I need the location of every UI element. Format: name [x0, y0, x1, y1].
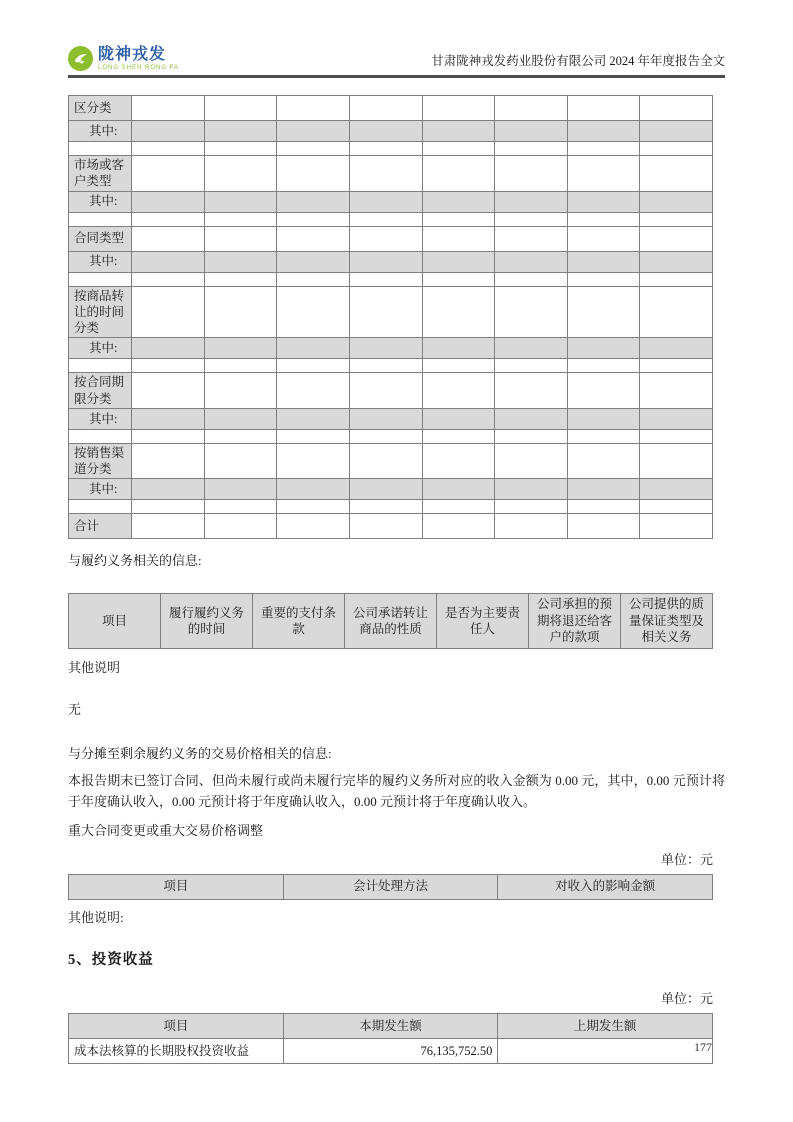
data-cell	[204, 142, 277, 156]
data-cell	[277, 514, 350, 539]
data-cell	[640, 500, 713, 514]
data-cell	[567, 142, 640, 156]
data-cell	[349, 121, 422, 142]
data-cell	[640, 142, 713, 156]
obligation-header-cell: 公司承担的预期将退还给客户的款项	[529, 593, 621, 648]
unit-label-1: 单位：元	[660, 851, 713, 867]
classification-row	[69, 142, 713, 156]
data-cell	[132, 156, 205, 192]
investment-prior-amount-cell	[498, 1039, 713, 1064]
data-cell	[132, 359, 205, 373]
data-cell	[495, 286, 568, 338]
data-cell	[277, 191, 350, 212]
data-cell	[422, 479, 495, 500]
classification-row	[69, 191, 713, 212]
adjustment-header-cell: 会计处理方法	[283, 874, 498, 899]
data-cell	[422, 514, 495, 539]
logo-bird-glyph	[72, 50, 89, 67]
adjustment-header-cell: 对收入的影响金额	[498, 874, 713, 899]
data-cell	[349, 251, 422, 272]
adjustment-header-cell: 项目	[69, 874, 284, 899]
row-label	[69, 500, 132, 514]
investment-header-cell: 项目	[69, 1014, 284, 1039]
data-cell	[567, 226, 640, 251]
data-cell	[204, 191, 277, 212]
data-cell	[132, 121, 205, 142]
data-cell	[204, 514, 277, 539]
data-cell	[640, 121, 713, 142]
adjustment-table-header-row	[69, 874, 713, 899]
obligation-header-cell: 重要的支付条款	[253, 593, 345, 648]
company-logo	[68, 46, 179, 71]
data-cell	[422, 142, 495, 156]
classification-row	[69, 156, 713, 192]
data-cell	[349, 514, 422, 539]
page-header	[0, 0, 793, 71]
investment-header-cell: 本期发生额	[283, 1014, 498, 1039]
data-cell	[204, 373, 277, 409]
logo-bird-icon	[68, 46, 93, 71]
data-cell	[277, 96, 350, 121]
data-cell	[422, 286, 495, 338]
data-cell	[567, 96, 640, 121]
other-note-label: 其他说明	[68, 659, 121, 675]
data-cell	[422, 359, 495, 373]
data-cell	[422, 429, 495, 443]
data-cell	[349, 338, 422, 359]
obligation-header-cell: 是否为主要责任人	[437, 593, 529, 648]
classification-table	[68, 95, 713, 539]
data-cell	[567, 408, 640, 429]
data-cell	[422, 500, 495, 514]
data-cell	[567, 500, 640, 514]
logo-cn-text: 陇神戎发	[98, 45, 167, 63]
data-cell	[640, 212, 713, 226]
data-cell	[640, 373, 713, 409]
data-cell	[132, 226, 205, 251]
classification-row	[69, 226, 713, 251]
data-cell	[132, 272, 205, 286]
data-cell	[640, 443, 713, 479]
row-label: 其中:	[69, 479, 132, 500]
classification-row	[69, 443, 713, 479]
data-cell	[495, 272, 568, 286]
row-label: 按合同期限分类	[69, 373, 132, 409]
data-cell	[567, 338, 640, 359]
data-cell	[495, 156, 568, 192]
obligation-header-cell: 项目	[69, 593, 161, 648]
data-cell	[422, 191, 495, 212]
data-cell	[567, 443, 640, 479]
data-cell	[422, 408, 495, 429]
data-cell	[132, 500, 205, 514]
classification-row	[69, 408, 713, 429]
document-title: 甘肃陇神戎发药业股份有限公司 2024 年年度报告全文	[431, 54, 725, 68]
data-cell	[495, 514, 568, 539]
page-content	[68, 95, 725, 1064]
data-cell	[495, 443, 568, 479]
data-cell	[495, 121, 568, 142]
data-cell	[132, 373, 205, 409]
data-cell	[349, 272, 422, 286]
data-cell	[132, 96, 205, 121]
data-cell	[349, 156, 422, 192]
remaining-price-paragraph: 本报告期末已签订合同、但尚未履行或尚未履行完毕的履约义务所对应的收入金额为 0.00 元，其中，0.00 元预计将于年度确认收入，0.00 元预计将于年度确认收入，0.00 元预计将于年度确认收入。	[68, 773, 725, 810]
classification-row	[69, 373, 713, 409]
row-label: 合计	[69, 514, 132, 539]
data-cell	[132, 338, 205, 359]
data-cell	[132, 286, 205, 338]
data-cell	[567, 121, 640, 142]
data-cell	[204, 286, 277, 338]
data-cell	[132, 251, 205, 272]
data-cell	[132, 429, 205, 443]
row-label: 按商品转让的时间分类	[69, 286, 132, 338]
data-cell	[277, 500, 350, 514]
data-cell	[204, 226, 277, 251]
data-cell	[640, 514, 713, 539]
data-cell	[132, 408, 205, 429]
data-cell	[495, 226, 568, 251]
row-label: 其中:	[69, 338, 132, 359]
data-cell	[349, 443, 422, 479]
data-cell	[204, 212, 277, 226]
data-cell	[277, 142, 350, 156]
data-cell	[422, 373, 495, 409]
investment-table	[68, 1013, 713, 1064]
data-cell	[640, 408, 713, 429]
data-cell	[277, 251, 350, 272]
data-cell	[204, 429, 277, 443]
data-cell	[277, 121, 350, 142]
data-cell	[277, 338, 350, 359]
other-note-label-2: 其他说明:	[68, 909, 124, 925]
data-cell	[277, 272, 350, 286]
classification-row	[69, 251, 713, 272]
row-label: 市场或客户类型	[69, 156, 132, 192]
data-cell	[277, 479, 350, 500]
row-label: 其中:	[69, 251, 132, 272]
classification-row	[69, 359, 713, 373]
data-cell	[277, 359, 350, 373]
data-cell	[349, 500, 422, 514]
classification-row	[69, 500, 713, 514]
obligation-table	[68, 593, 713, 649]
adjustment-table	[68, 874, 713, 900]
data-cell	[640, 191, 713, 212]
data-cell	[204, 479, 277, 500]
data-cell	[422, 156, 495, 192]
data-cell	[277, 429, 350, 443]
data-cell	[567, 251, 640, 272]
logo-text-block	[98, 47, 179, 71]
data-cell	[495, 212, 568, 226]
data-cell	[640, 226, 713, 251]
data-cell	[495, 500, 568, 514]
row-label	[69, 142, 132, 156]
obligation-header-cell: 公司提供的质量保证类型及相关义务	[621, 593, 713, 648]
data-cell	[495, 479, 568, 500]
data-cell	[204, 500, 277, 514]
data-cell	[422, 443, 495, 479]
obligation-info-title: 与履约义务相关的信息:	[68, 553, 202, 569]
data-cell	[204, 96, 277, 121]
data-cell	[640, 429, 713, 443]
data-cell	[422, 272, 495, 286]
data-cell	[349, 96, 422, 121]
logo-en-text: LONG SHEN RONG FA	[98, 64, 180, 71]
classification-row	[69, 479, 713, 500]
investment-table-data-row	[69, 1039, 713, 1064]
obligation-table-header-row	[69, 593, 713, 648]
data-cell	[422, 226, 495, 251]
data-cell	[349, 142, 422, 156]
classification-row	[69, 338, 713, 359]
row-label	[69, 429, 132, 443]
classification-row	[69, 96, 713, 121]
data-cell	[495, 408, 568, 429]
row-label	[69, 272, 132, 286]
data-cell	[495, 373, 568, 409]
data-cell	[132, 443, 205, 479]
data-cell	[640, 156, 713, 192]
data-cell	[422, 212, 495, 226]
major-change-title: 重大合同变更或重大交易价格调整	[68, 823, 264, 839]
row-label	[69, 212, 132, 226]
classification-row	[69, 514, 713, 539]
data-cell	[422, 251, 495, 272]
data-cell	[132, 142, 205, 156]
data-cell	[277, 443, 350, 479]
data-cell	[277, 408, 350, 429]
row-label: 合同类型	[69, 226, 132, 251]
data-cell	[277, 373, 350, 409]
data-cell	[567, 359, 640, 373]
classification-row	[69, 272, 713, 286]
data-cell	[349, 212, 422, 226]
data-cell	[422, 338, 495, 359]
data-cell	[349, 408, 422, 429]
data-cell	[640, 272, 713, 286]
data-cell	[349, 286, 422, 338]
data-cell	[204, 359, 277, 373]
investment-table-header-row	[69, 1014, 713, 1039]
investment-item-cell: 成本法核算的长期股权投资收益	[69, 1039, 284, 1064]
data-cell	[349, 429, 422, 443]
data-cell	[567, 156, 640, 192]
classification-row	[69, 212, 713, 226]
data-cell	[349, 226, 422, 251]
data-cell	[567, 272, 640, 286]
data-cell	[277, 286, 350, 338]
data-cell	[567, 286, 640, 338]
data-cell	[204, 338, 277, 359]
data-cell	[495, 191, 568, 212]
data-cell	[349, 359, 422, 373]
data-cell	[204, 443, 277, 479]
data-cell	[349, 373, 422, 409]
data-cell	[132, 479, 205, 500]
remaining-price-title: 与分摊至剩余履约义务的交易价格相关的信息:	[68, 745, 332, 761]
data-cell	[277, 212, 350, 226]
data-cell	[567, 212, 640, 226]
data-cell	[204, 251, 277, 272]
data-cell	[640, 251, 713, 272]
row-label: 其中:	[69, 121, 132, 142]
data-cell	[349, 479, 422, 500]
data-cell	[132, 514, 205, 539]
data-cell	[204, 408, 277, 429]
data-cell	[277, 226, 350, 251]
investment-header-cell: 上期发生额	[498, 1014, 713, 1039]
data-cell	[495, 359, 568, 373]
data-cell	[495, 142, 568, 156]
data-cell	[567, 514, 640, 539]
data-cell	[132, 212, 205, 226]
investment-income-heading: 5、投资收益	[68, 952, 154, 969]
data-cell	[567, 429, 640, 443]
row-label: 其中:	[69, 191, 132, 212]
data-cell	[495, 429, 568, 443]
data-cell	[567, 191, 640, 212]
data-cell	[640, 359, 713, 373]
data-cell	[422, 121, 495, 142]
data-cell	[204, 121, 277, 142]
row-label: 其中:	[69, 408, 132, 429]
data-cell	[422, 96, 495, 121]
classification-row	[69, 429, 713, 443]
other-note-value: 无	[68, 702, 82, 718]
row-label: 按销售渠道分类	[69, 443, 132, 479]
obligation-header-cell: 履行履约义务的时间	[161, 593, 253, 648]
data-cell	[204, 156, 277, 192]
data-cell	[495, 96, 568, 121]
data-cell	[640, 96, 713, 121]
data-cell	[132, 191, 205, 212]
data-cell	[640, 338, 713, 359]
classification-row	[69, 286, 713, 338]
header-rule	[68, 75, 725, 78]
classification-row	[69, 121, 713, 142]
data-cell	[349, 191, 422, 212]
data-cell	[495, 251, 568, 272]
unit-label-2: 单位：元	[660, 991, 713, 1007]
investment-current-amount-cell: 76,135,752.50	[283, 1039, 498, 1064]
obligation-header-cell: 公司承诺转让商品的性质	[345, 593, 437, 648]
data-cell	[204, 272, 277, 286]
data-cell	[567, 479, 640, 500]
row-label	[69, 359, 132, 373]
data-cell	[495, 338, 568, 359]
data-cell	[640, 286, 713, 338]
data-cell	[640, 479, 713, 500]
page-number: 177	[694, 1040, 712, 1054]
data-cell	[277, 156, 350, 192]
data-cell	[567, 373, 640, 409]
row-label: 区分类	[69, 96, 132, 121]
